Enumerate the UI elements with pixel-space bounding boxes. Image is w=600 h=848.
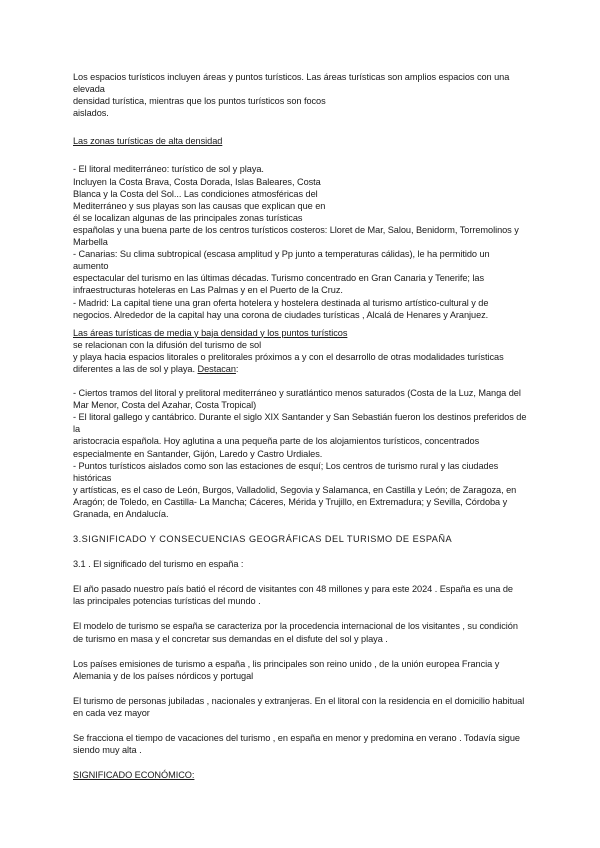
text-line: - Madrid: La capital tiene una gran oferta hotelera y hostelera destinada al turismo artístico-cultural y de xyxy=(73,297,489,308)
text-line: de turismo en masa y el concretar sus demandas en el disfute del sol y playa . xyxy=(73,633,388,644)
text-line: y artísticas, es el caso de León, Burgos, Valladolid, Segovia y Salamanca, en Castilla y León; de Zaragoza, en xyxy=(73,484,517,495)
text-line: Aragón; de Toledo, en Castilla- La Mancha; Cáceres, Mérida y Trujillo, en Extremadura; y Sevilla, Córdoba y xyxy=(73,496,508,507)
text-line: especialmente en Santander, Gijón, Laredo y Castro Urdiales. xyxy=(73,448,323,459)
text-line: y playa hacia espacios litorales o prelitorales próximos a y con el desarrollo de otras modalidades turísticas xyxy=(73,351,504,362)
text-line: Los espacios turísticos incluyen áreas y puntos turísticos. Las áreas turísticas son amplios espacios con una xyxy=(73,72,510,82)
text-line: - Puntos turísticos aislados como son las estaciones de esquí; Los centros de turismo rural y las ciudades xyxy=(73,460,499,471)
paragraph xyxy=(73,620,533,644)
text-line: espectacular del turismo en las últimas décadas. Turismo concentrado en Gran Canaria y Tenerife; las xyxy=(73,273,485,284)
text-line: la xyxy=(73,424,81,435)
paragraph xyxy=(73,658,533,682)
text-line: - El litoral gallego y cantábrico. Durante el siglo XIX Santander y San Sebastián fueron los destinos preferidos de xyxy=(73,412,527,423)
section-3-1-subtitle: 3.1 . El significado del turismo en españa : xyxy=(73,559,244,570)
heading-media-densidad: Las áreas turísticas de media y baja densidad y los puntos turísticos xyxy=(73,327,348,338)
text-line: El turismo de personas jubiladas , nacionales y extranjeras. En el litoral con la residencia en el domicilio habitual xyxy=(73,695,525,706)
text-line: aislados. xyxy=(73,108,109,119)
section-3-title: 3.SIGNIFICADO Y CONSECUENCIAS GEOGRÁFICAS DEL TURISMO DE ESPAÑA xyxy=(73,534,453,545)
text-line: Mar Menor, Costa del Azahar, Costa Tropical) xyxy=(73,400,257,411)
alta-densidad-list xyxy=(73,163,533,320)
text-line: - El litoral mediterráneo: turístico de sol y playa. xyxy=(73,164,264,175)
text-line: él se localizan algunas de las principales zonas turísticas xyxy=(73,212,303,223)
text-line: siendo muy alta . xyxy=(73,745,142,756)
text-line: Alemania y de los países nórdicos y portugal xyxy=(73,670,254,681)
text-line: negocios. Alrededor de la capital hay una corona de ciudades turísticas , Alcalá de Henares y Aranjuez. xyxy=(73,309,489,320)
text-line: - Ciertos tramos del litoral y prelitoral mediterráneo y suratlántico menos saturados (Costa de la Luz, Manga del xyxy=(73,388,521,399)
text-line: Blanca y la Costa del Sol... Las condiciones atmosféricas del xyxy=(73,188,318,199)
text-line: españolas y una buena parte de los centros turísticos costeros: Lloret de Mar, Salou, Benidorm, Torremolinos y xyxy=(73,224,519,235)
text-line: históricas xyxy=(73,472,112,483)
text-line: Marbella xyxy=(73,237,108,248)
text-line: Se fracciona el tiempo de vacaciones del turismo , en españa en menor y predomina en verano . Todavía sigue xyxy=(73,733,520,744)
text-line: El modelo de turismo se españa se caracteriza por la procedencia internacional de los visitantes , su condición xyxy=(73,621,518,632)
media-densidad-list xyxy=(73,339,533,520)
text-line: en cada vez mayor xyxy=(73,707,150,718)
text-line: se relacionan con la difusión del turismo de sol xyxy=(73,339,262,350)
heading-alta-densidad: Las zonas turísticas de alta densidad xyxy=(73,136,223,147)
heading-significado-economico: SIGNIFICADO ECONÓMICO: xyxy=(73,770,195,781)
text-line: El año pasado nuestro país batió el récord de visitantes con 48 millones y para este 2024 . España es una de xyxy=(73,584,513,595)
text-line: Incluyen la Costa Brava, Costa Dorada, Islas Baleares, Costa xyxy=(73,176,321,187)
paragraph xyxy=(73,695,533,719)
intro-paragraph xyxy=(73,71,533,119)
destacan-emphasis: Destacan xyxy=(197,363,236,374)
paragraph xyxy=(73,732,533,756)
paragraph xyxy=(73,583,533,607)
text-line: - Canarias: Su clima subtropical (escasa amplitud y Pp junto a temperaturas cálidas), le ha permitido un xyxy=(73,249,490,260)
text-line: densidad turística, mientras que los puntos turísticos son focos xyxy=(73,96,326,107)
text-line: las principales potencias turísticas del mundo . xyxy=(73,596,261,607)
text-line: infraestructuras hoteleras en Las Palmas y en el Puerto de la Cruz. xyxy=(73,285,343,296)
document-body xyxy=(73,71,533,781)
text-line: aumento xyxy=(73,261,109,272)
text-segment: : xyxy=(235,363,239,374)
text-line: aristocracia española. Hoy aglutina a una pequeña parte de los alojamientos turísticos, concentrados xyxy=(73,436,480,447)
text-line: Granada, en Andalucía. xyxy=(73,509,169,519)
text-line: elevada xyxy=(73,84,105,95)
text-line: Los países emisiones de turismo a españa , lis principales son reino unido , de la unión europea Francia y xyxy=(73,658,500,669)
text-segment: diferentes a las de sol y playa. xyxy=(73,363,198,374)
text-line: Mediterráneo y sus playas son las causas que explican que en xyxy=(73,200,326,211)
text-line xyxy=(73,363,533,375)
